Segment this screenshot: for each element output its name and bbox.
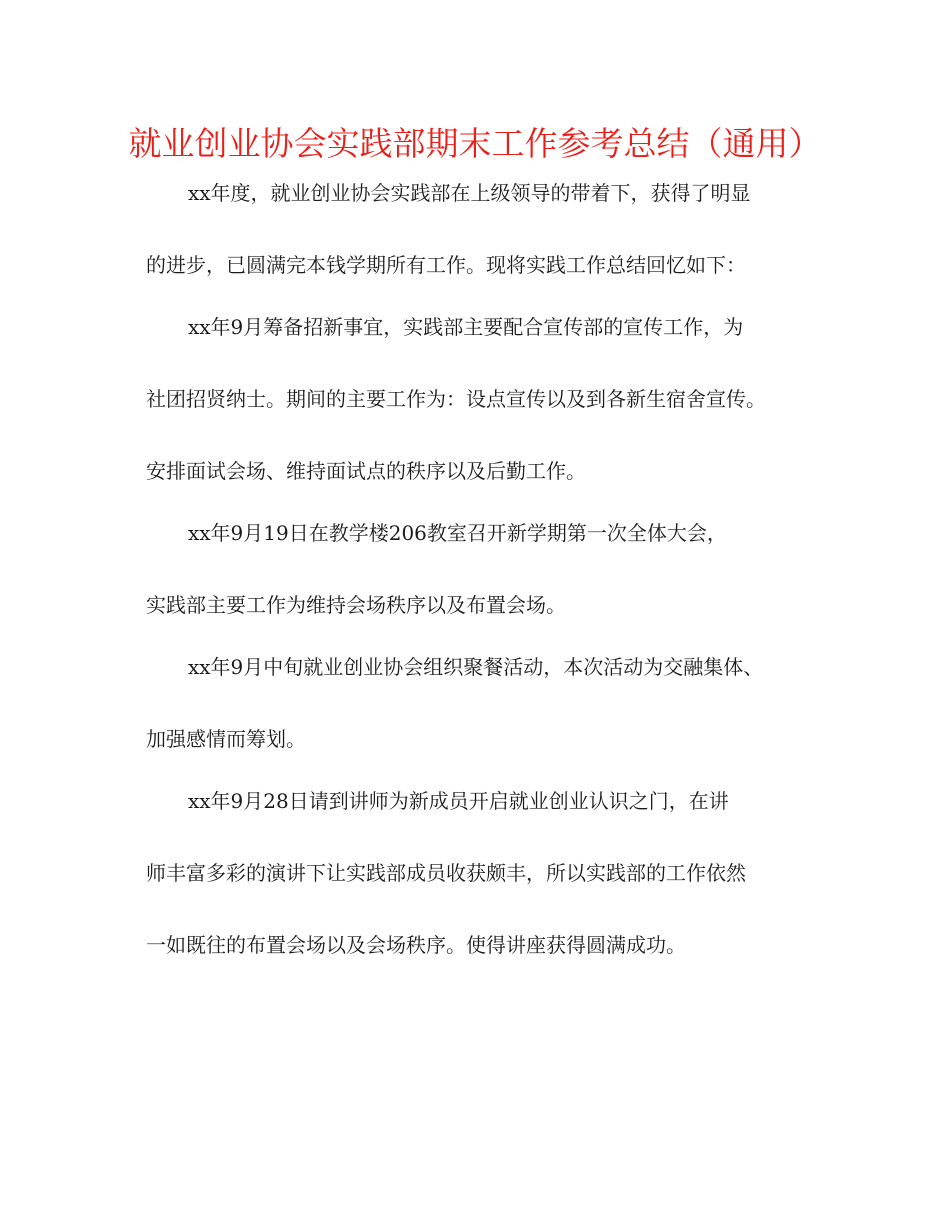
paragraph-1-line-1: xx年度，就业创业协会实践部在上级领导的带着下，获得了明显 xyxy=(188,181,751,205)
paragraph-3-line-1: xx年9月19日在教学楼206教室召开新学期第一次全体大会， xyxy=(188,521,727,545)
paragraph-4-line-2: 加强感情而筹划。 xyxy=(146,727,306,751)
paragraph-4-line-1: xx年9月中旬就业创业协会组织聚餐活动，本次活动为交融集体、 xyxy=(188,655,764,679)
paragraph-1-line-2: 的进步，已圆满完本钱学期所有工作。现将实践工作总结回忆如下： xyxy=(146,253,746,277)
paragraph-3-line-2: 实践部主要工作为维持会场秩序以及布置会场。 xyxy=(146,593,566,617)
paragraph-5-line-2: 师丰富多彩的演讲下让实践部成员收获颇丰，所以实践部的工作依然 xyxy=(146,861,746,885)
document-title: 就业创业协会实践部期末工作参考总结（通用） xyxy=(128,124,822,163)
paragraph-2-line-1: xx年9月筹备招新事宜，实践部主要配合宣传部的宣传工作，为 xyxy=(188,315,744,339)
paragraph-5-line-1: xx年9月28日请到讲师为新成员开启就业创业认识之门，在讲 xyxy=(188,789,729,813)
paragraph-2-line-3: 安排面试会场、维持面试点的秩序以及后勤工作。 xyxy=(146,459,586,483)
paragraph-2-line-2: 社团招贤纳士。期间的主要工作为：设点宣传以及到各新生宿舍宣传。 xyxy=(146,387,766,411)
paragraph-5-line-3: 一如既往的布置会场以及会场秩序。使得讲座获得圆满成功。 xyxy=(146,933,686,957)
